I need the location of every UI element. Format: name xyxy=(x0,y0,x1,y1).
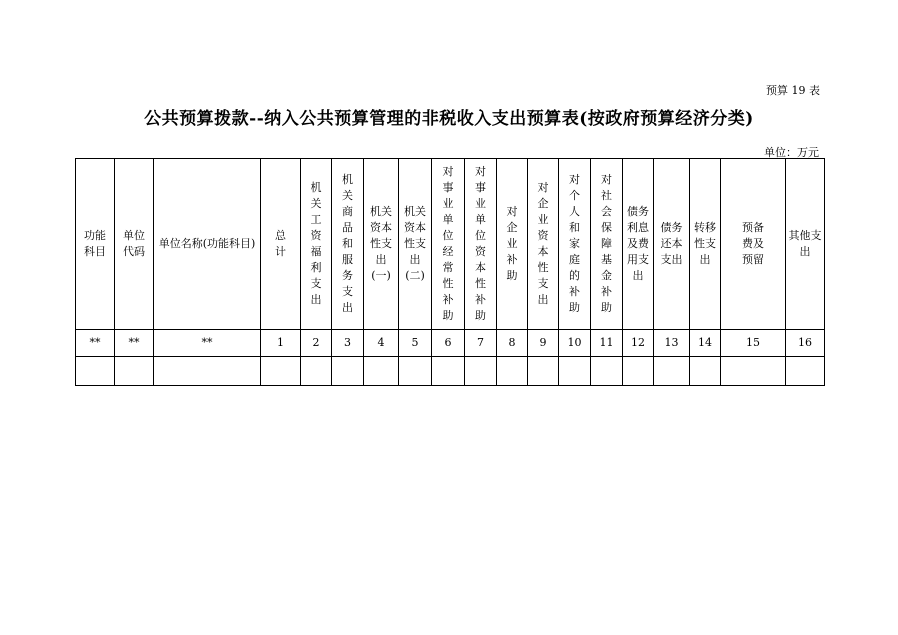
index-cell: 10 xyxy=(559,330,591,357)
col-header-reserve: 预备费及预留 xyxy=(721,159,786,330)
index-cell: 1 xyxy=(261,330,301,357)
index-cell: 5 xyxy=(399,330,432,357)
empty-cell xyxy=(76,357,115,386)
col-header-enterprise-capital: 对企业资本性支出 xyxy=(528,159,559,330)
col-header-social-security-subsidy: 对社会保障基金补助 xyxy=(591,159,623,330)
index-cell: 11 xyxy=(591,330,623,357)
col-header-capital-2: 机关资本性支出(二) xyxy=(399,159,432,330)
col-header-enterprise-subsidy: 对企业补助 xyxy=(497,159,528,330)
empty-cell xyxy=(559,357,591,386)
unit-label: 单位：万元 xyxy=(764,146,819,159)
empty-data-row xyxy=(76,357,825,386)
col-header-debt-interest: 债务利息及费用支出 xyxy=(623,159,654,330)
empty-cell xyxy=(115,357,154,386)
col-header-inst-capital-subsidy: 对事业单位资本性补助 xyxy=(465,159,497,330)
col-header-household-subsidy: 对个人和家庭的补助 xyxy=(559,159,591,330)
col-header-capital-1: 机关资本性支出(一) xyxy=(364,159,399,330)
empty-cell xyxy=(528,357,559,386)
empty-cell xyxy=(591,357,623,386)
empty-cell xyxy=(432,357,465,386)
index-cell: 16 xyxy=(786,330,825,357)
index-cell: 2 xyxy=(301,330,332,357)
page-title: 公共预算拨款--纳入公共预算管理的非税收入支出预算表(按政府预算经济分类) xyxy=(144,109,754,129)
index-cell: 9 xyxy=(528,330,559,357)
index-cell: 3 xyxy=(332,330,364,357)
empty-cell xyxy=(399,357,432,386)
empty-cell xyxy=(154,357,261,386)
empty-cell xyxy=(623,357,654,386)
index-cell: 8 xyxy=(497,330,528,357)
empty-cell xyxy=(786,357,825,386)
index-cell: ** xyxy=(76,330,115,357)
empty-cell xyxy=(497,357,528,386)
index-cell: 12 xyxy=(623,330,654,357)
budget-table xyxy=(75,158,825,386)
index-cell: 15 xyxy=(721,330,786,357)
empty-cell xyxy=(364,357,399,386)
col-header-salary-welfare: 机关工资福利支出 xyxy=(301,159,332,330)
empty-cell xyxy=(654,357,690,386)
empty-cell xyxy=(301,357,332,386)
index-cell: ** xyxy=(154,330,261,357)
index-row xyxy=(76,330,825,357)
col-header-debt-repayment: 债务还本支出 xyxy=(654,159,690,330)
index-cell: 6 xyxy=(432,330,465,357)
empty-cell xyxy=(261,357,301,386)
empty-cell xyxy=(721,357,786,386)
col-header-transfer: 转移性支出 xyxy=(690,159,721,330)
col-header-total: 总计 xyxy=(261,159,301,330)
col-header-func-subject: 功能科目 xyxy=(76,159,115,330)
index-cell: 14 xyxy=(690,330,721,357)
index-cell: 4 xyxy=(364,330,399,357)
col-header-unit-code: 单位代码 xyxy=(115,159,154,330)
index-cell: 13 xyxy=(654,330,690,357)
col-header-goods-services: 机关商品和服务支出 xyxy=(332,159,364,330)
index-cell: ** xyxy=(115,330,154,357)
col-header-other: 其他支出 xyxy=(786,159,825,330)
header-row xyxy=(76,159,825,330)
index-cell: 7 xyxy=(465,330,497,357)
col-header-inst-recurrent-subsidy: 对事业单位经常性补助 xyxy=(432,159,465,330)
empty-cell xyxy=(690,357,721,386)
empty-cell xyxy=(332,357,364,386)
table-number: 预算 19 表 xyxy=(766,84,820,97)
empty-cell xyxy=(465,357,497,386)
col-header-unit-name: 单位名称(功能科目) xyxy=(154,159,261,330)
